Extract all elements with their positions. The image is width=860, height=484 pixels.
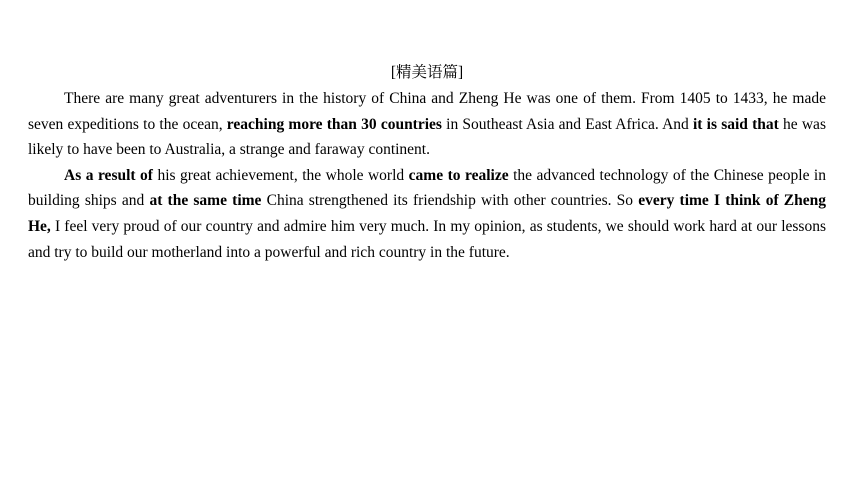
paragraph-text: I feel very proud of our country and admire him very much. In my opinion, as students, we should work hard at our lessons and try to build our motherland into a powerful and rich country in the future. (28, 217, 826, 261)
paragraph-text: he was likely to have been to Australia, a strange and faraway continent. (28, 115, 826, 159)
bold-phrase: at the same time (149, 192, 262, 210)
paragraph-2 (28, 163, 826, 265)
section-heading: [精美语篇] (390, 64, 464, 81)
paragraph-text: in Southeast Asia and East Africa. And (441, 115, 693, 133)
bold-phrase: every time I think of Zheng He, (28, 192, 826, 235)
bold-phrase: reaching more than 30 countries (226, 115, 442, 133)
paragraph-text: There are many great adventurers in the history of China and Zheng He was one of them. From 1405 to 1433, he made seven expeditions to the ocean, (28, 90, 826, 133)
document-body (28, 62, 826, 265)
paragraph-text: the advanced technology of the Chinese people in building ships and (28, 166, 826, 210)
bold-phrase: it is said that (693, 115, 779, 133)
bold-phrase: As a result of (64, 166, 153, 184)
paragraph-text: his great achievement, the whole world (152, 166, 409, 184)
bold-phrase: came to realize (408, 166, 509, 184)
paragraph-text: China strengthened its friendship with other countries. So (261, 192, 639, 210)
paragraph-1 (28, 86, 826, 163)
